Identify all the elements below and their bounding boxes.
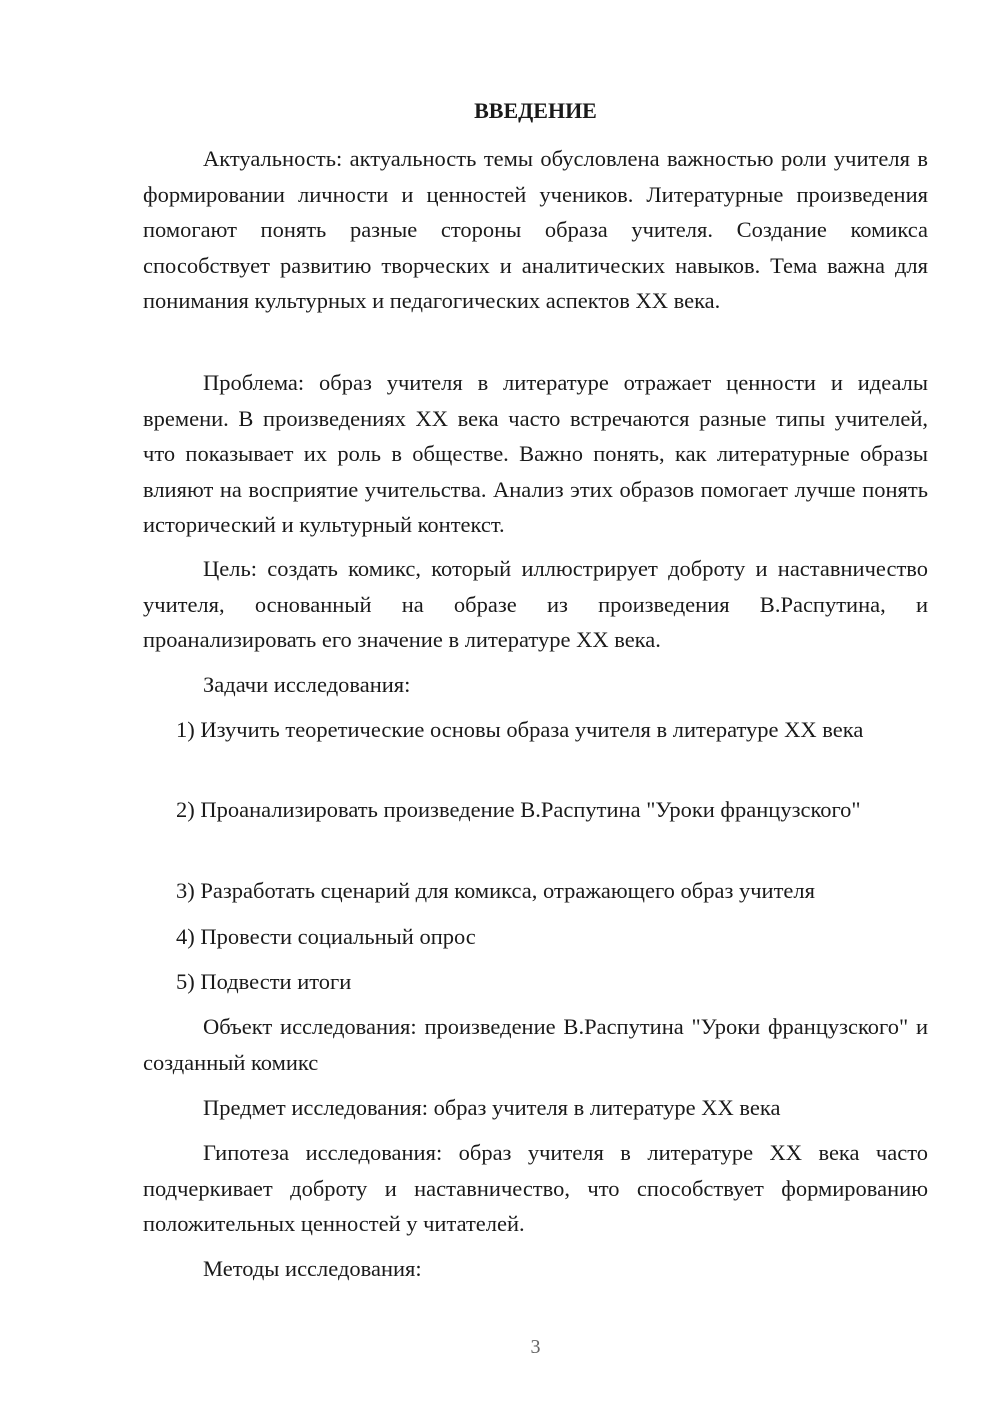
paragraph-relevance: Актуальность: актуальность темы обусловлена важностью роли учителя в формировании личности и ценностей учеников. Литературные произведения помогают понять разные стороны образа учителя. Создание комикса способствует развитию творческих и аналитических навыков. Тема важна для понимания культурных и педагогических аспектов XX века.	[143, 146, 928, 313]
tasks-heading: Задачи исследования:	[203, 672, 411, 697]
task-item-3: 3) Разработать сценарий для комикса, отражающего образ учителя	[176, 878, 815, 903]
section-title: ВВЕДЕНИЕ	[474, 98, 597, 123]
document-page	[143, 0, 928, 1414]
paragraph-hypothesis: Гипотеза исследования: образ учителя в литературе XX века часто подчеркивает доброту и наставничество, что способствует формированию положительных ценностей у читателей.	[143, 1140, 928, 1236]
page-number: 3	[530, 1336, 541, 1358]
paragraph-problem: Проблема: образ учителя в литературе отражает ценности и идеалы времени. В произведениях XX века часто встречаются разные типы учителей, что показывает их роль в обществе. Важно понять, как литературные образы влияют на восприятие учительства. Анализ этих образов помогает лучше понять исторический и культурный контекст.	[143, 370, 928, 537]
methods-heading: Методы исследования:	[203, 1256, 422, 1281]
task-item-1: 1) Изучить теоретические основы образа учителя в литературе XX века	[176, 717, 864, 742]
task-item-2: 2) Проанализировать произведение В.Распутина "Уроки французского"	[176, 797, 861, 822]
task-item-5: 5) Подвести итоги	[176, 969, 352, 994]
paragraph-goal: Цель: создать комикс, который иллюстрирует доброту и наставничество учителя, основанный на образе из произведения В.Распутина, и проанализировать его значение в литературе XX века.	[143, 556, 928, 652]
task-item-4: 4) Провести социальный опрос	[176, 924, 476, 949]
paragraph-object: Объект исследования: произведение В.Распутина "Уроки французского" и созданный комикс	[143, 1014, 928, 1075]
paragraph-subject: Предмет исследования: образ учителя в литературе XX века	[203, 1095, 781, 1120]
